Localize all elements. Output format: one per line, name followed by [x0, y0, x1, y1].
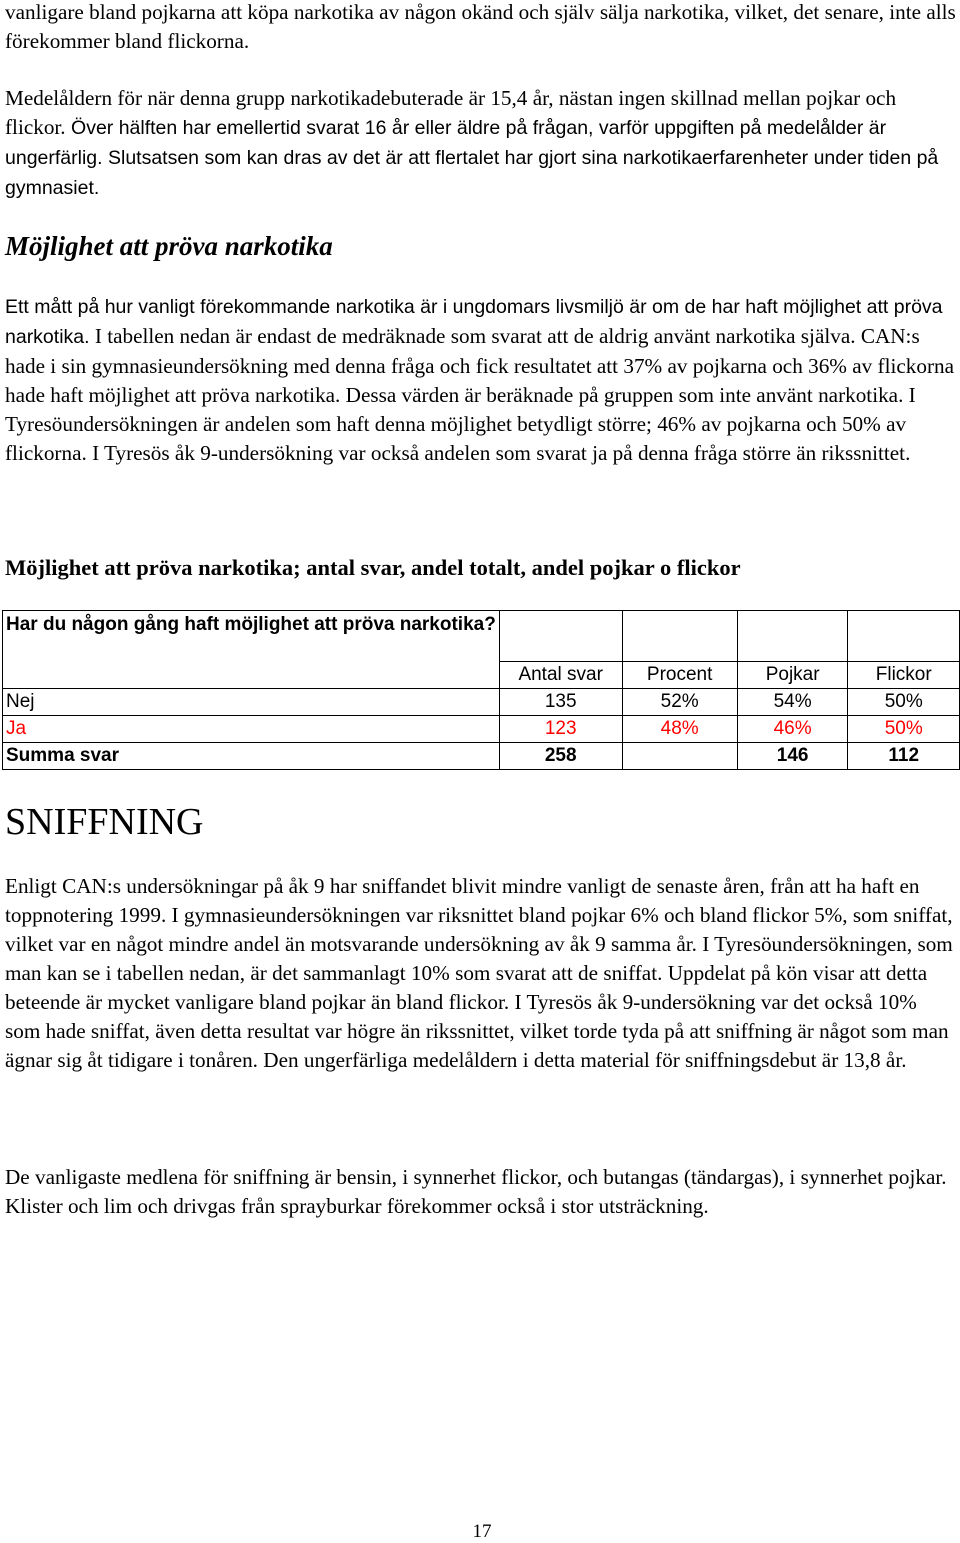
section-heading-mojlighet: Möjlighet att pröva narkotika [5, 231, 333, 261]
table-header-blank [737, 611, 848, 662]
table-header-blank [499, 611, 622, 662]
cell-flickor: 112 [848, 743, 960, 770]
page-number: 17 [472, 1521, 492, 1542]
paragraph-continued: vanligare bland pojkarna att köpa narkotika av någon okänd och själv sälja narkotika, vilket, det senare, inte alls förekommer bland flickorna. [5, 0, 956, 53]
paragraph-mojlighet-part2: I tabellen nedan är endast de medräknade som svarat att de aldrig använt narkotika själva. CAN:s hade i sin gymnasieundersökning med denna fråga och fick resultatet att 37% av pojkarna och 36% av flickorna hade haft möjlighet att pröva narkotika. Dessa värden är beräknade på gruppen som inte använt narkotika. I Tyresöundersökningen är andelen som haft denna möjlighet betydligt större; 46% av pojkarna och 50% av flickorna. I Tyresös åk 9-undersökning var också andelen som svarat ja på denna fråga större än rikssnittet. [5, 324, 954, 465]
table-row-total [3, 743, 960, 770]
cell-pojkar: 46% [737, 716, 848, 743]
paragraph-debut-age-part2: Över hälften har emellertid svarat 16 år eller äldre på frågan, varför uppgiften på medelålder är ungerfärlig. Slutsatsen som kan dras av det är att flertalet har gjort sina narkotikaerfarenheter under tiden på gymnasiet. [5, 117, 939, 199]
cell-flickor: 50% [848, 716, 960, 743]
row-label: Summa svar [3, 743, 500, 770]
cell-antal: 258 [499, 743, 622, 770]
column-header-flickor: Flickor [848, 662, 960, 689]
table-header-row [3, 611, 960, 662]
column-header-antal: Antal svar [499, 662, 622, 689]
paragraph-debut-age [5, 84, 957, 203]
table-header-blank [848, 611, 960, 662]
table-header-blank [622, 611, 737, 662]
cell-antal: 135 [499, 689, 622, 716]
table-title: Möjlighet att pröva narkotika; antal svar, andel totalt, andel pojkar o flickor [5, 555, 741, 580]
table-row-ja [3, 716, 960, 743]
column-header-procent: Procent [622, 662, 737, 689]
row-label: Nej [3, 689, 500, 716]
cell-procent: 48% [622, 716, 737, 743]
cell-procent: 52% [622, 689, 737, 716]
cell-flickor: 50% [848, 689, 960, 716]
cell-antal: 123 [499, 716, 622, 743]
results-table [2, 610, 960, 770]
paragraph-mojlighet [5, 292, 957, 468]
section-heading-sniffning: SNIFFNING [5, 801, 204, 843]
column-header-pojkar: Pojkar [737, 662, 848, 689]
table-row-nej [3, 689, 960, 716]
paragraph-sniffning-medel: De vanligaste medlena för sniffning är bensin, i synnerhet flickor, och butangas (tändargas), i synnerhet pojkar. Klister och lim och drivgas från sprayburkar förekommer också i stor utsträckning. [5, 1165, 947, 1218]
cell-pojkar: 146 [737, 743, 848, 770]
paragraph-sniffning: Enligt CAN:s undersökningar på åk 9 har sniffandet blivit mindre vanligt de senaste åren, från att ha haft en toppnotering 1999. I gymnasieundersökningen var riksnittet bland pojkar 6% och bland flickor 5%, som sniffat, vilket var en något mindre andel än motsvarande undersökning av åk 9 samma år. I Tyresöundersökningen, som man kan se i tabellen nedan, är det sammanlagt 10% som svarat att de sniffat. Uppdelat på kön visar att detta beteende är mycket vanligare bland pojkar än bland flickor. I Tyresös åk 9-undersökning var det också 10% som hade sniffat, även detta resultat var högre än rikssnittet, vilket torde tyda på att sniffning är något som man ägnar sig åt tidigare i tonåren. Den ungerfärliga medelåldern i detta material för sniffningsdebut är 13,8 år. [5, 874, 953, 1072]
row-label: Ja [3, 716, 500, 743]
table-question: Har du någon gång haft möjlighet att pröva narkotika? [3, 611, 500, 689]
paragraph-debut-age-part1: Medelåldern för när denna grupp narkotikadebuterade är 15,4 år, nästan ingen skillnad mellan pojkar och flickor. [5, 86, 897, 139]
cell-pojkar: 54% [737, 689, 848, 716]
cell-procent [622, 743, 737, 770]
paragraph-mojlighet-part1: Ett mått på hur vanligt förekommande narkotika är i ungdomars livsmiljö är om de har haft möjlighet att pröva narkotika. [5, 296, 943, 348]
